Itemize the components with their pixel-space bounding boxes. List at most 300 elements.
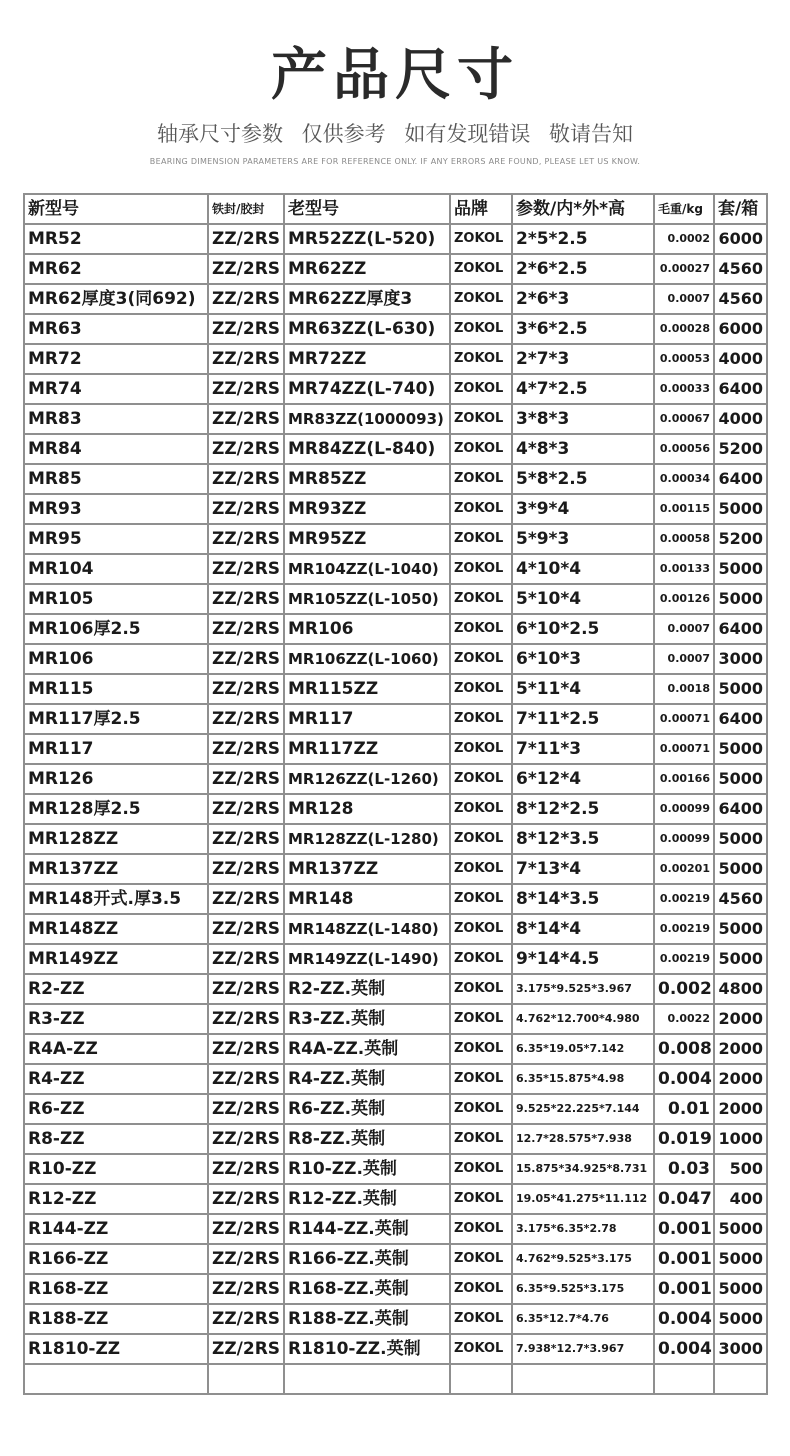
dimensions-cell: 3*6*2.5 (512, 314, 654, 344)
new-model-cell: MR72 (24, 344, 208, 374)
seal-type-cell: ZZ/2RS (208, 1274, 284, 1304)
brand-cell: ZOKOL (450, 644, 512, 674)
table-row (24, 734, 767, 764)
new-model-cell: MR137ZZ (24, 854, 208, 884)
weight-cell: 0.03 (654, 1154, 714, 1184)
table-row (24, 254, 767, 284)
new-model-cell: MR148开式.厚3.5 (24, 884, 208, 914)
table-row (24, 614, 767, 644)
subtitle-part: 轴承尺寸参数 (156, 122, 283, 146)
seal-type-cell: ZZ/2RS (208, 374, 284, 404)
weight-cell: 0.00099 (654, 824, 714, 854)
seal-type-cell: ZZ/2RS (208, 254, 284, 284)
table-row (24, 644, 767, 674)
table-row (24, 434, 767, 464)
table-body (24, 224, 767, 1394)
old-model-cell: MR128 (284, 794, 450, 824)
table-row (24, 494, 767, 524)
old-model-cell: R8-ZZ.英制 (284, 1124, 450, 1154)
seal-type-cell: ZZ/2RS (208, 944, 284, 974)
table-row (24, 884, 767, 914)
dimensions-cell: 12.7*28.575*7.938 (512, 1124, 654, 1154)
new-model-cell: MR105 (24, 584, 208, 614)
dimensions-cell: 2*7*3 (512, 344, 654, 374)
weight-cell: 0.019 (654, 1124, 714, 1154)
new-model-cell: MR148ZZ (24, 914, 208, 944)
brand-cell: ZOKOL (450, 1034, 512, 1064)
dimensions-cell: 7*11*3 (512, 734, 654, 764)
old-model-cell: R188-ZZ.英制 (284, 1304, 450, 1334)
old-model-cell: R2-ZZ.英制 (284, 974, 450, 1004)
weight-cell: 0.00033 (654, 374, 714, 404)
quantity-cell: 6400 (714, 464, 767, 494)
quantity-cell: 5000 (714, 824, 767, 854)
seal-type-cell: ZZ/2RS (208, 1244, 284, 1274)
quantity-cell: 6000 (714, 314, 767, 344)
dimensions-cell: 7.938*12.7*3.967 (512, 1334, 654, 1364)
seal-type-cell: ZZ/2RS (208, 734, 284, 764)
new-model-cell: R188-ZZ (24, 1304, 208, 1334)
quantity-cell: 5000 (714, 584, 767, 614)
dimensions-cell: 2*6*2.5 (512, 254, 654, 284)
table-row (24, 1274, 767, 1304)
weight-cell: 0.002 (654, 974, 714, 1004)
column-header: 套/箱 (714, 194, 767, 224)
weight-cell: 0.00219 (654, 944, 714, 974)
quantity-cell: 5000 (714, 674, 767, 704)
table-row (24, 1364, 767, 1394)
weight-cell: 0.0007 (654, 644, 714, 674)
weight-cell: 0.00219 (654, 884, 714, 914)
seal-type-cell: ZZ/2RS (208, 1124, 284, 1154)
old-model-cell: R168-ZZ.英制 (284, 1274, 450, 1304)
dimension-table (23, 193, 768, 1395)
new-model-cell: R12-ZZ (24, 1184, 208, 1214)
brand-cell: ZOKOL (450, 584, 512, 614)
dimensions-cell: 4*8*3 (512, 434, 654, 464)
old-model-cell: R1810-ZZ.英制 (284, 1334, 450, 1364)
weight-cell: 0.047 (654, 1184, 714, 1214)
table-row (24, 584, 767, 614)
new-model-cell: R3-ZZ (24, 1004, 208, 1034)
old-model-cell: R166-ZZ.英制 (284, 1244, 450, 1274)
quantity-cell: 4560 (714, 254, 767, 284)
dimensions-cell: 4*7*2.5 (512, 374, 654, 404)
brand-cell (450, 1364, 512, 1394)
weight-cell: 0.0022 (654, 1004, 714, 1034)
new-model-cell: MR52 (24, 224, 208, 254)
brand-cell: ZOKOL (450, 1124, 512, 1154)
brand-cell: ZOKOL (450, 824, 512, 854)
table-row (24, 1244, 767, 1274)
table-row (24, 1184, 767, 1214)
quantity-cell: 6000 (714, 224, 767, 254)
subtitle-part: 敬请告知 (549, 122, 634, 146)
seal-type-cell: ZZ/2RS (208, 794, 284, 824)
table-row (24, 944, 767, 974)
quantity-cell: 6400 (714, 704, 767, 734)
weight-cell: 0.00028 (654, 314, 714, 344)
dimensions-cell: 3.175*9.525*3.967 (512, 974, 654, 1004)
brand-cell: ZOKOL (450, 764, 512, 794)
weight-cell: 0.00071 (654, 704, 714, 734)
seal-type-cell: ZZ/2RS (208, 464, 284, 494)
dimensions-cell: 9.525*22.225*7.144 (512, 1094, 654, 1124)
dimensions-cell: 6.35*15.875*4.98 (512, 1064, 654, 1094)
seal-type-cell: ZZ/2RS (208, 404, 284, 434)
quantity-cell: 5000 (714, 494, 767, 524)
dimensions-cell: 6.35*19.05*7.142 (512, 1034, 654, 1064)
weight-cell: 0.004 (654, 1334, 714, 1364)
table-row (24, 284, 767, 314)
quantity-cell: 5000 (714, 854, 767, 884)
seal-type-cell: ZZ/2RS (208, 854, 284, 884)
old-model-cell: R4A-ZZ.英制 (284, 1034, 450, 1064)
quantity-cell: 3000 (714, 1334, 767, 1364)
new-model-cell: MR62 (24, 254, 208, 284)
brand-cell: ZOKOL (450, 734, 512, 764)
seal-type-cell: ZZ/2RS (208, 1184, 284, 1214)
new-model-cell (24, 1364, 208, 1394)
old-model-cell: MR72ZZ (284, 344, 450, 374)
seal-type-cell: ZZ/2RS (208, 644, 284, 674)
brand-cell: ZOKOL (450, 494, 512, 524)
new-model-cell: R6-ZZ (24, 1094, 208, 1124)
seal-type-cell: ZZ/2RS (208, 494, 284, 524)
quantity-cell (714, 1364, 767, 1394)
table-row (24, 464, 767, 494)
brand-cell: ZOKOL (450, 1274, 512, 1304)
quantity-cell: 3000 (714, 644, 767, 674)
old-model-cell: R12-ZZ.英制 (284, 1184, 450, 1214)
old-model-cell: R4-ZZ.英制 (284, 1064, 450, 1094)
old-model-cell: MR93ZZ (284, 494, 450, 524)
seal-type-cell: ZZ/2RS (208, 824, 284, 854)
old-model-cell: MR148ZZ(L-1480) (284, 914, 450, 944)
old-model-cell: MR104ZZ(L-1040) (284, 554, 450, 584)
subtitle-part: 仅供参考 (301, 122, 386, 146)
quantity-cell: 5000 (714, 1244, 767, 1274)
new-model-cell: R144-ZZ (24, 1214, 208, 1244)
old-model-cell: MR62ZZ厚度3 (284, 284, 450, 314)
quantity-cell: 400 (714, 1184, 767, 1214)
quantity-cell: 4800 (714, 974, 767, 1004)
quantity-cell: 2000 (714, 1094, 767, 1124)
table-row (24, 1334, 767, 1364)
seal-type-cell (208, 1364, 284, 1394)
seal-type-cell: ZZ/2RS (208, 554, 284, 584)
brand-cell: ZOKOL (450, 1334, 512, 1364)
brand-cell: ZOKOL (450, 464, 512, 494)
table-row (24, 1004, 767, 1034)
dimensions-cell: 3.175*6.35*2.78 (512, 1214, 654, 1244)
old-model-cell: MR149ZZ(L-1490) (284, 944, 450, 974)
column-header: 品牌 (450, 194, 512, 224)
quantity-cell: 5000 (714, 1304, 767, 1334)
weight-cell: 0.0007 (654, 614, 714, 644)
dimensions-cell: 5*11*4 (512, 674, 654, 704)
seal-type-cell: ZZ/2RS (208, 344, 284, 374)
weight-cell: 0.00071 (654, 734, 714, 764)
brand-cell: ZOKOL (450, 1094, 512, 1124)
table-row (24, 1034, 767, 1064)
table-row (24, 374, 767, 404)
weight-cell: 0.004 (654, 1064, 714, 1094)
old-model-cell: MR85ZZ (284, 464, 450, 494)
new-model-cell: MR83 (24, 404, 208, 434)
seal-type-cell: ZZ/2RS (208, 764, 284, 794)
dimensions-cell: 6*10*3 (512, 644, 654, 674)
old-model-cell: MR62ZZ (284, 254, 450, 284)
seal-type-cell: ZZ/2RS (208, 224, 284, 254)
quantity-cell: 4560 (714, 284, 767, 314)
brand-cell: ZOKOL (450, 1154, 512, 1184)
dimensions-cell: 3*8*3 (512, 404, 654, 434)
dimensions-cell: 6.35*9.525*3.175 (512, 1274, 654, 1304)
brand-cell: ZOKOL (450, 344, 512, 374)
dimensions-cell: 6.35*12.7*4.76 (512, 1304, 654, 1334)
dimensions-cell: 3*9*4 (512, 494, 654, 524)
old-model-cell (284, 1364, 450, 1394)
table-row (24, 554, 767, 584)
weight-cell: 0.00099 (654, 794, 714, 824)
dimensions-cell: 2*6*3 (512, 284, 654, 314)
weight-cell: 0.004 (654, 1304, 714, 1334)
quantity-cell: 2000 (714, 1004, 767, 1034)
quantity-cell: 5000 (714, 944, 767, 974)
weight-cell (654, 1364, 714, 1394)
brand-cell: ZOKOL (450, 284, 512, 314)
table-row (24, 1214, 767, 1244)
seal-type-cell: ZZ/2RS (208, 614, 284, 644)
quantity-cell: 5200 (714, 434, 767, 464)
seal-type-cell: ZZ/2RS (208, 1334, 284, 1364)
seal-type-cell: ZZ/2RS (208, 674, 284, 704)
weight-cell: 0.01 (654, 1094, 714, 1124)
subtitle-part: 如有发现错误 (404, 122, 531, 146)
old-model-cell: R10-ZZ.英制 (284, 1154, 450, 1184)
seal-type-cell: ZZ/2RS (208, 314, 284, 344)
quantity-cell: 4560 (714, 884, 767, 914)
weight-cell: 0.0002 (654, 224, 714, 254)
quantity-cell: 6400 (714, 794, 767, 824)
old-model-cell: MR74ZZ(L-740) (284, 374, 450, 404)
seal-type-cell: ZZ/2RS (208, 704, 284, 734)
old-model-cell: MR117 (284, 704, 450, 734)
weight-cell: 0.00034 (654, 464, 714, 494)
new-model-cell: MR85 (24, 464, 208, 494)
seal-type-cell: ZZ/2RS (208, 434, 284, 464)
new-model-cell: R168-ZZ (24, 1274, 208, 1304)
dimensions-cell: 4.762*12.700*4.980 (512, 1004, 654, 1034)
new-model-cell: MR117 (24, 734, 208, 764)
quantity-cell: 4000 (714, 344, 767, 374)
weight-cell: 0.00115 (654, 494, 714, 524)
weight-cell: 0.001 (654, 1274, 714, 1304)
seal-type-cell: ZZ/2RS (208, 1304, 284, 1334)
column-header: 毛重/kg (654, 194, 714, 224)
old-model-cell: MR117ZZ (284, 734, 450, 764)
dimensions-cell: 7*11*2.5 (512, 704, 654, 734)
brand-cell: ZOKOL (450, 794, 512, 824)
new-model-cell: MR74 (24, 374, 208, 404)
brand-cell: ZOKOL (450, 854, 512, 884)
dimensions-cell: 5*10*4 (512, 584, 654, 614)
old-model-cell: MR115ZZ (284, 674, 450, 704)
weight-cell: 0.00219 (654, 914, 714, 944)
quantity-cell: 5000 (714, 764, 767, 794)
quantity-cell: 2000 (714, 1034, 767, 1064)
brand-cell: ZOKOL (450, 524, 512, 554)
seal-type-cell: ZZ/2RS (208, 1214, 284, 1244)
quantity-cell: 4000 (714, 404, 767, 434)
new-model-cell: MR106厚2.5 (24, 614, 208, 644)
table-row (24, 314, 767, 344)
old-model-cell: MR105ZZ(L-1050) (284, 584, 450, 614)
brand-cell: ZOKOL (450, 614, 512, 644)
brand-cell: ZOKOL (450, 554, 512, 584)
new-model-cell: R1810-ZZ (24, 1334, 208, 1364)
seal-type-cell: ZZ/2RS (208, 884, 284, 914)
new-model-cell: R4A-ZZ (24, 1034, 208, 1064)
brand-cell: ZOKOL (450, 1004, 512, 1034)
brand-cell: ZOKOL (450, 314, 512, 344)
old-model-cell: MR126ZZ(L-1260) (284, 764, 450, 794)
dimensions-cell: 8*14*3.5 (512, 884, 654, 914)
new-model-cell: MR126 (24, 764, 208, 794)
old-model-cell: MR95ZZ (284, 524, 450, 554)
table-row (24, 344, 767, 374)
quantity-cell: 5200 (714, 524, 767, 554)
seal-type-cell: ZZ/2RS (208, 284, 284, 314)
new-model-cell: MR106 (24, 644, 208, 674)
table-row (24, 404, 767, 434)
seal-type-cell: ZZ/2RS (208, 1154, 284, 1184)
old-model-cell: MR83ZZ(1000093) (284, 404, 450, 434)
table-row (24, 704, 767, 734)
old-model-cell: MR52ZZ(L-520) (284, 224, 450, 254)
weight-cell: 0.00056 (654, 434, 714, 464)
new-model-cell: MR149ZZ (24, 944, 208, 974)
english-tagline: BEARING DIMENSION PARAMETERS ARE FOR REFERENCE ONLY. IF ANY ERRORS ARE FOUND, PLEASE LET US KNOW. (149, 157, 641, 166)
weight-cell: 0.00166 (654, 764, 714, 794)
table-row (24, 1154, 767, 1184)
dimensions-cell: 8*12*3.5 (512, 824, 654, 854)
dimensions-cell: 6*10*2.5 (512, 614, 654, 644)
weight-cell: 0.00133 (654, 554, 714, 584)
quantity-cell: 5000 (714, 1214, 767, 1244)
table-row (24, 794, 767, 824)
table-row (24, 764, 767, 794)
old-model-cell: MR106ZZ(L-1060) (284, 644, 450, 674)
table-row (24, 1124, 767, 1154)
dimensions-cell: 4.762*9.525*3.175 (512, 1244, 654, 1274)
table-row (24, 1304, 767, 1334)
new-model-cell: R166-ZZ (24, 1244, 208, 1274)
subtitle (0, 117, 790, 151)
brand-cell: ZOKOL (450, 434, 512, 464)
weight-cell: 0.00053 (654, 344, 714, 374)
weight-cell: 0.00058 (654, 524, 714, 554)
column-header: 老型号 (284, 194, 450, 224)
weight-cell: 0.0018 (654, 674, 714, 704)
quantity-cell: 1000 (714, 1124, 767, 1154)
new-model-cell: MR104 (24, 554, 208, 584)
seal-type-cell: ZZ/2RS (208, 1094, 284, 1124)
new-model-cell: R8-ZZ (24, 1124, 208, 1154)
brand-cell: ZOKOL (450, 884, 512, 914)
dimensions-cell: 15.875*34.925*8.731 (512, 1154, 654, 1184)
brand-cell: ZOKOL (450, 1214, 512, 1244)
table-row (24, 1094, 767, 1124)
seal-type-cell: ZZ/2RS (208, 524, 284, 554)
table-row (24, 914, 767, 944)
new-model-cell: MR117厚2.5 (24, 704, 208, 734)
table-row (24, 824, 767, 854)
table-row (24, 974, 767, 1004)
old-model-cell: MR137ZZ (284, 854, 450, 884)
seal-type-cell: ZZ/2RS (208, 584, 284, 614)
dimensions-cell: 4*10*4 (512, 554, 654, 584)
old-model-cell: R3-ZZ.英制 (284, 1004, 450, 1034)
weight-cell: 0.00027 (654, 254, 714, 284)
weight-cell: 0.008 (654, 1034, 714, 1064)
new-model-cell: R10-ZZ (24, 1154, 208, 1184)
quantity-cell: 5000 (714, 734, 767, 764)
quantity-cell: 6400 (714, 374, 767, 404)
seal-type-cell: ZZ/2RS (208, 1004, 284, 1034)
dimensions-cell: 19.05*41.275*11.112 (512, 1184, 654, 1214)
dimensions-cell: 2*5*2.5 (512, 224, 654, 254)
table-row (24, 854, 767, 884)
brand-cell: ZOKOL (450, 974, 512, 1004)
brand-cell: ZOKOL (450, 674, 512, 704)
new-model-cell: MR63 (24, 314, 208, 344)
column-header: 铁封/胶封 (208, 194, 284, 224)
old-model-cell: R6-ZZ.英制 (284, 1094, 450, 1124)
brand-cell: ZOKOL (450, 704, 512, 734)
old-model-cell: MR63ZZ(L-630) (284, 314, 450, 344)
quantity-cell: 2000 (714, 1064, 767, 1094)
new-model-cell: MR115 (24, 674, 208, 704)
new-model-cell: R2-ZZ (24, 974, 208, 1004)
quantity-cell: 5000 (714, 1274, 767, 1304)
brand-cell: ZOKOL (450, 944, 512, 974)
quantity-cell: 5000 (714, 554, 767, 584)
old-model-cell: R144-ZZ.英制 (284, 1214, 450, 1244)
old-model-cell: MR128ZZ(L-1280) (284, 824, 450, 854)
new-model-cell: R4-ZZ (24, 1064, 208, 1094)
dimensions-cell (512, 1364, 654, 1394)
table-header-row (24, 194, 767, 224)
dimensions-cell: 7*13*4 (512, 854, 654, 884)
seal-type-cell: ZZ/2RS (208, 1064, 284, 1094)
weight-cell: 0.0007 (654, 284, 714, 314)
old-model-cell: MR84ZZ(L-840) (284, 434, 450, 464)
table-row (24, 224, 767, 254)
weight-cell: 0.00201 (654, 854, 714, 884)
brand-cell: ZOKOL (450, 1304, 512, 1334)
seal-type-cell: ZZ/2RS (208, 914, 284, 944)
quantity-cell: 5000 (714, 914, 767, 944)
brand-cell: ZOKOL (450, 914, 512, 944)
brand-cell: ZOKOL (450, 254, 512, 284)
dimensions-cell: 8*12*2.5 (512, 794, 654, 824)
dimensions-cell: 6*12*4 (512, 764, 654, 794)
seal-type-cell: ZZ/2RS (208, 1034, 284, 1064)
table-row (24, 1064, 767, 1094)
weight-cell: 0.001 (654, 1244, 714, 1274)
